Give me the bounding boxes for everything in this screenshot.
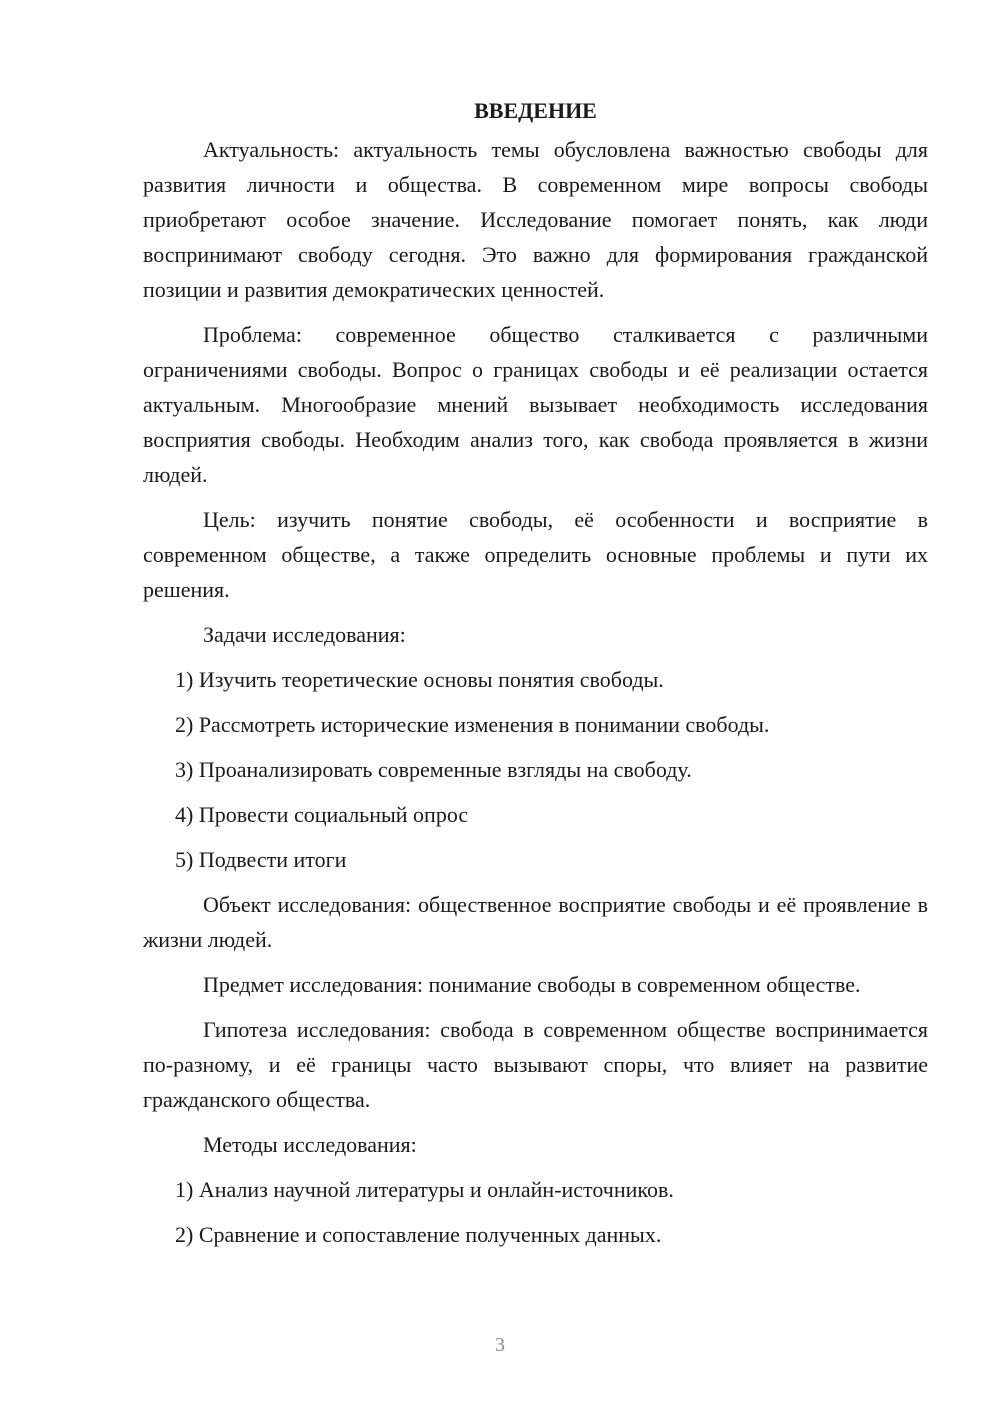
paragraph-hypothesis: Гипотеза исследования: свобода в современном обществе воспринимается по-разному, и её границы часто вызывают споры, что влияет на развитие гражданского общества. [143, 1017, 928, 1112]
paragraph-goal: Цель: изучить понятие свободы, её особенности и восприятие в современном обществе, а также определить основные проблемы и пути их решения. [143, 507, 928, 602]
methods-heading: Методы исследования: [203, 1132, 417, 1157]
task-item-1: 1) Изучить теоретические основы понятия свободы. [175, 667, 664, 692]
task-item-4: 4) Провести социальный опрос [175, 802, 469, 827]
page-number: 3 [495, 1334, 505, 1356]
task-item-3: 3) Проанализировать современные взгляды на свободу. [175, 757, 692, 782]
task-item-2: 2) Рассмотреть исторические изменения в понимании свободы. [175, 712, 770, 737]
paragraph-relevance: Актуальность: актуальность темы обусловлена важностью свободы для развития личности и общества. В современном мире вопросы свободы приобретают особое значение. Исследование помогает понять, как люди воспринимают свободу сегодня. Это важно для формирования гражданской позиции и развития демократических ценностей. [143, 137, 928, 302]
tasks-heading: Задачи исследования: [203, 622, 406, 647]
paragraph-problem: Проблема: современное общество сталкивается с различными ограничениями свободы. Вопрос о границах свободы и её реализации остается актуальным. Многообразие мнений вызывает необходимость исследования восприятия свободы. Необходим анализ того, как свобода проявляется в жизни людей. [143, 322, 928, 487]
method-item-2: 2) Сравнение и сопоставление полученных данных. [175, 1222, 662, 1247]
paragraph-object: Объект исследования: общественное восприятие свободы и её проявление в жизни людей. [143, 892, 928, 952]
document-page [143, 93, 928, 1262]
task-item-5: 5) Подвести итоги [175, 847, 347, 872]
paragraph-subject: Предмет исследования: понимание свободы в современном обществе. [203, 972, 861, 997]
page-title: ВВЕДЕНИЕ [474, 98, 597, 123]
method-item-1: 1) Анализ научной литературы и онлайн-источников. [175, 1177, 674, 1202]
